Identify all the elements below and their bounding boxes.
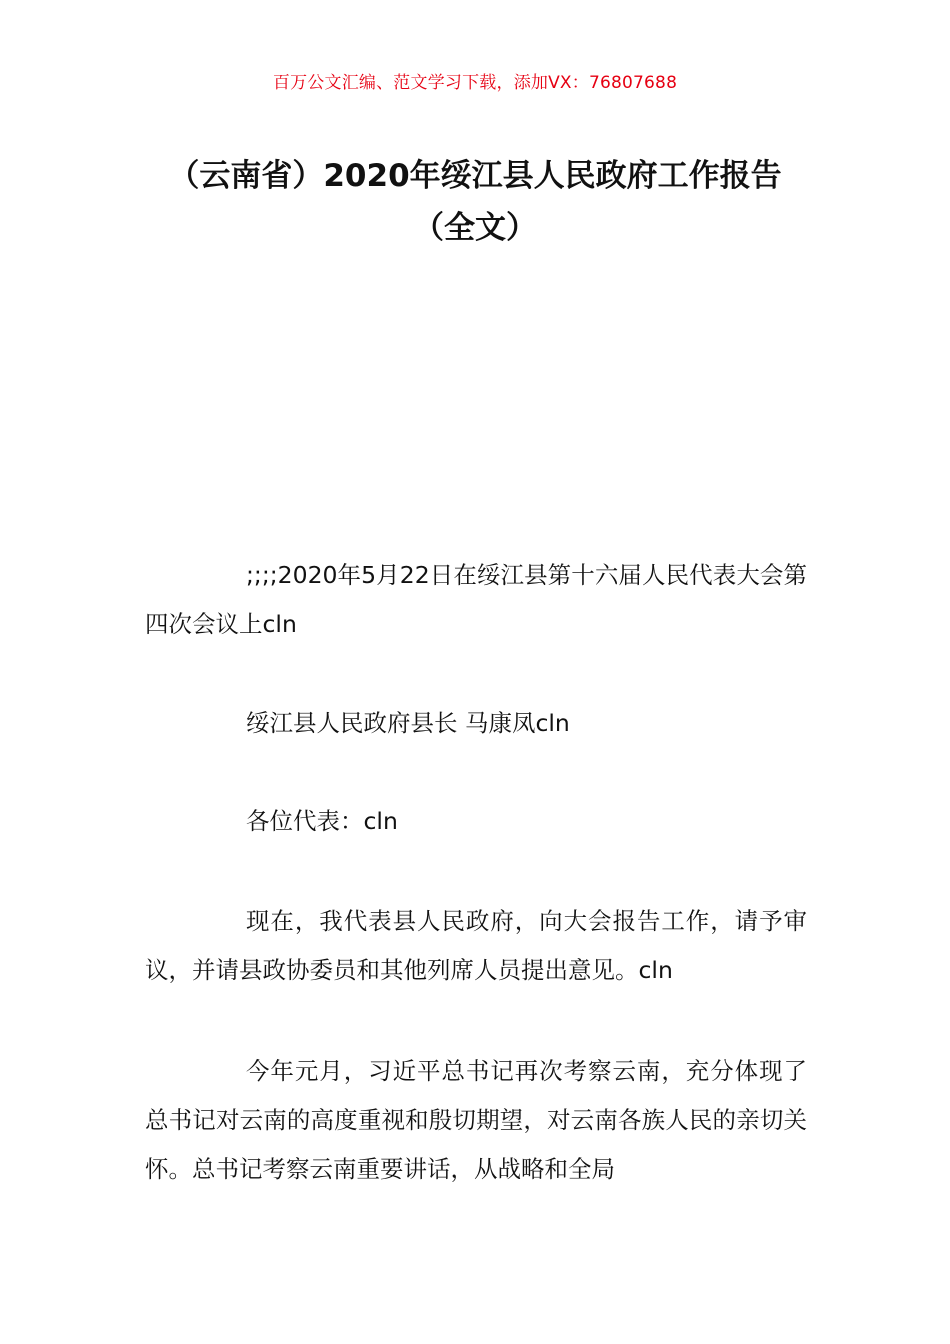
meeting-info-paragraph: ;;;;2020年5月22日在绥江县第十六届人民代表大会第四次会议上cln xyxy=(145,561,807,638)
intro-paragraph: 现在，我代表县人民政府，向大会报告工作，请予审议，并请县政协委员和其他列席人员提出意见。cln xyxy=(145,907,807,984)
body-paragraph: 今年元月，习近平总书记再次考察云南，充分体现了总书记对云南的高度重视和殷切期望，对云南各族人民的亲切关怀。总书记考察云南重要讲话，从战略和全局 xyxy=(145,1057,807,1183)
header-promo-note: 百万公文汇编、范文学习下载，添加VX：76807688 xyxy=(272,73,678,93)
page-title: （云南省）2020年绥江县人民政府工作报告（全文） xyxy=(168,158,782,246)
salutation-paragraph: 各位代表：cln xyxy=(246,807,398,835)
speaker-paragraph: 绥江县人民政府县长 马康凤cln xyxy=(246,709,570,737)
